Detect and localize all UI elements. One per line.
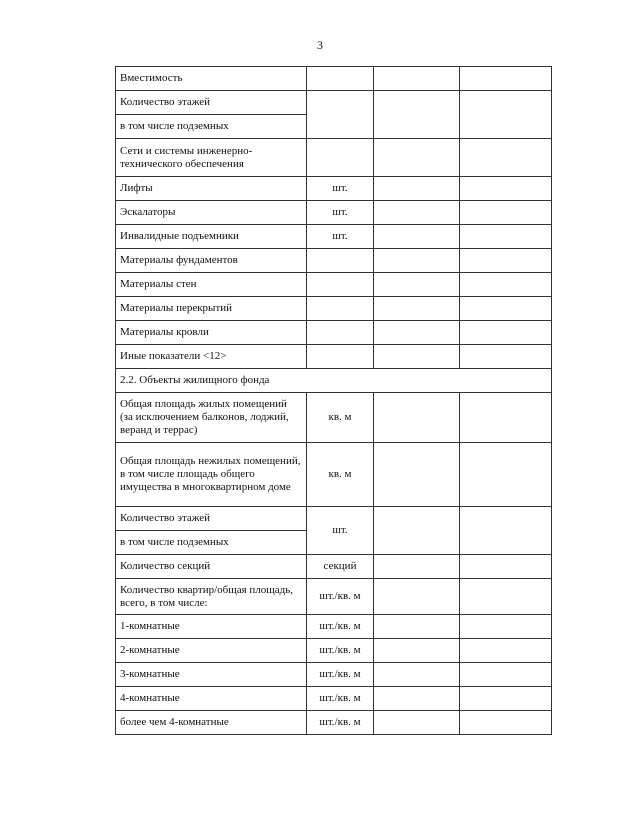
row-label-networks: Сети и системы инженерно-технического обеспечения bbox=[116, 139, 307, 177]
value-cell bbox=[374, 443, 460, 507]
table-row bbox=[116, 687, 552, 711]
table-row bbox=[116, 201, 552, 225]
row-label-sections: Количество секций bbox=[116, 555, 307, 579]
table-row bbox=[116, 393, 552, 443]
unit-cell: шт./кв. м bbox=[307, 663, 374, 687]
table-row bbox=[116, 369, 552, 393]
value-cell bbox=[460, 443, 552, 507]
value-cell bbox=[374, 663, 460, 687]
table-row bbox=[116, 321, 552, 345]
row-label-nonliving-area: Общая площадь нежилых помещений, в том числе площадь общего имущества в многоквартирном доме bbox=[116, 443, 307, 507]
value-cell bbox=[374, 225, 460, 249]
value-cell bbox=[374, 139, 460, 177]
value-cell bbox=[374, 321, 460, 345]
unit-cell bbox=[307, 297, 374, 321]
unit-cell: шт./кв. м bbox=[307, 687, 374, 711]
value-cell bbox=[374, 615, 460, 639]
table-row bbox=[116, 67, 552, 91]
value-cell bbox=[374, 555, 460, 579]
unit-cell bbox=[307, 345, 374, 369]
row-label-elevators: Лифты bbox=[116, 177, 307, 201]
value-cell bbox=[460, 225, 552, 249]
row-label-escalators: Эскалаторы bbox=[116, 201, 307, 225]
value-cell bbox=[460, 579, 552, 615]
row-label-capacity: Вместимость bbox=[116, 67, 307, 91]
unit-cell: шт. bbox=[307, 507, 374, 555]
value-cell bbox=[374, 297, 460, 321]
value-cell bbox=[460, 711, 552, 735]
value-cell bbox=[374, 579, 460, 615]
row-label-room4: 4-комнатные bbox=[116, 687, 307, 711]
table-row bbox=[116, 507, 552, 531]
indicators-table bbox=[115, 66, 552, 735]
row-label-other: Иные показатели <12> bbox=[116, 345, 307, 369]
value-cell bbox=[374, 249, 460, 273]
row-label-ceilings: Материалы перекрытий bbox=[116, 297, 307, 321]
value-cell bbox=[374, 201, 460, 225]
value-cell bbox=[374, 345, 460, 369]
value-cell bbox=[374, 273, 460, 297]
table-row bbox=[116, 273, 552, 297]
unit-cell: шт. bbox=[307, 225, 374, 249]
row-label-floors: Количество этажей bbox=[116, 91, 307, 115]
value-cell bbox=[374, 507, 460, 555]
unit-cell bbox=[307, 321, 374, 345]
unit-cell: шт./кв. м bbox=[307, 711, 374, 735]
unit-cell: секций bbox=[307, 555, 374, 579]
value-cell bbox=[460, 177, 552, 201]
value-cell bbox=[460, 639, 552, 663]
row-label-room3: 3-комнатные bbox=[116, 663, 307, 687]
unit-cell bbox=[307, 273, 374, 297]
table-row bbox=[116, 711, 552, 735]
table-row bbox=[116, 639, 552, 663]
value-cell bbox=[460, 663, 552, 687]
value-cell bbox=[460, 297, 552, 321]
row-label-room5: более чем 4-комнатные bbox=[116, 711, 307, 735]
row-label-underground: в том числе подземных bbox=[116, 115, 307, 139]
unit-cell: шт./кв. м bbox=[307, 615, 374, 639]
table-row bbox=[116, 177, 552, 201]
value-cell bbox=[374, 177, 460, 201]
table-row bbox=[116, 91, 552, 115]
table-row bbox=[116, 443, 552, 507]
unit-cell: шт./кв. м bbox=[307, 639, 374, 663]
unit-cell bbox=[307, 249, 374, 273]
value-cell bbox=[460, 507, 552, 555]
table-row bbox=[116, 139, 552, 177]
table-row bbox=[116, 249, 552, 273]
table-row bbox=[116, 663, 552, 687]
value-cell bbox=[374, 711, 460, 735]
unit-cell bbox=[307, 67, 374, 91]
value-cell bbox=[460, 67, 552, 91]
row-label-apartments: Количество квартир/общая площадь, всего, в том числе: bbox=[116, 579, 307, 615]
value-cell bbox=[374, 67, 460, 91]
value-cell bbox=[460, 345, 552, 369]
value-cell bbox=[374, 639, 460, 663]
unit-cell: кв. м bbox=[307, 443, 374, 507]
table-row bbox=[116, 615, 552, 639]
value-cell bbox=[460, 687, 552, 711]
page-number: 3 bbox=[317, 38, 323, 52]
unit-cell bbox=[307, 139, 374, 177]
row-label-living-area: Общая площадь жилых помещений (за исключением балконов, лоджий, веранд и террас) bbox=[116, 393, 307, 443]
value-cell bbox=[460, 273, 552, 297]
table-row bbox=[116, 225, 552, 249]
unit-cell: кв. м bbox=[307, 393, 374, 443]
table-row bbox=[116, 345, 552, 369]
value-cell bbox=[460, 615, 552, 639]
unit-cell: шт./кв. м bbox=[307, 579, 374, 615]
row-label-room1: 1-комнатные bbox=[116, 615, 307, 639]
value-cell bbox=[460, 139, 552, 177]
row-label-foundations: Материалы фундаментов bbox=[116, 249, 307, 273]
value-cell bbox=[374, 393, 460, 443]
row-label-room2: 2-комнатные bbox=[116, 639, 307, 663]
table-row bbox=[116, 297, 552, 321]
value-cell bbox=[460, 201, 552, 225]
value-cell bbox=[460, 249, 552, 273]
value-cell bbox=[374, 91, 460, 139]
value-cell bbox=[460, 393, 552, 443]
row-label-housing-floors: Количество этажей bbox=[116, 507, 307, 531]
value-cell bbox=[460, 91, 552, 139]
row-label-lifts: Инвалидные подъемники bbox=[116, 225, 307, 249]
row-label-walls: Материалы стен bbox=[116, 273, 307, 297]
value-cell bbox=[460, 555, 552, 579]
table-row bbox=[116, 579, 552, 615]
row-label-roofing: Материалы кровли bbox=[116, 321, 307, 345]
value-cell bbox=[374, 687, 460, 711]
value-cell bbox=[460, 321, 552, 345]
unit-cell: шт. bbox=[307, 201, 374, 225]
row-label-housing-underground: в том числе подземных bbox=[116, 531, 307, 555]
unit-cell bbox=[307, 91, 374, 139]
section-title: 2.2. Объекты жилищного фонда bbox=[116, 369, 552, 393]
unit-cell: шт. bbox=[307, 177, 374, 201]
table-row bbox=[116, 555, 552, 579]
